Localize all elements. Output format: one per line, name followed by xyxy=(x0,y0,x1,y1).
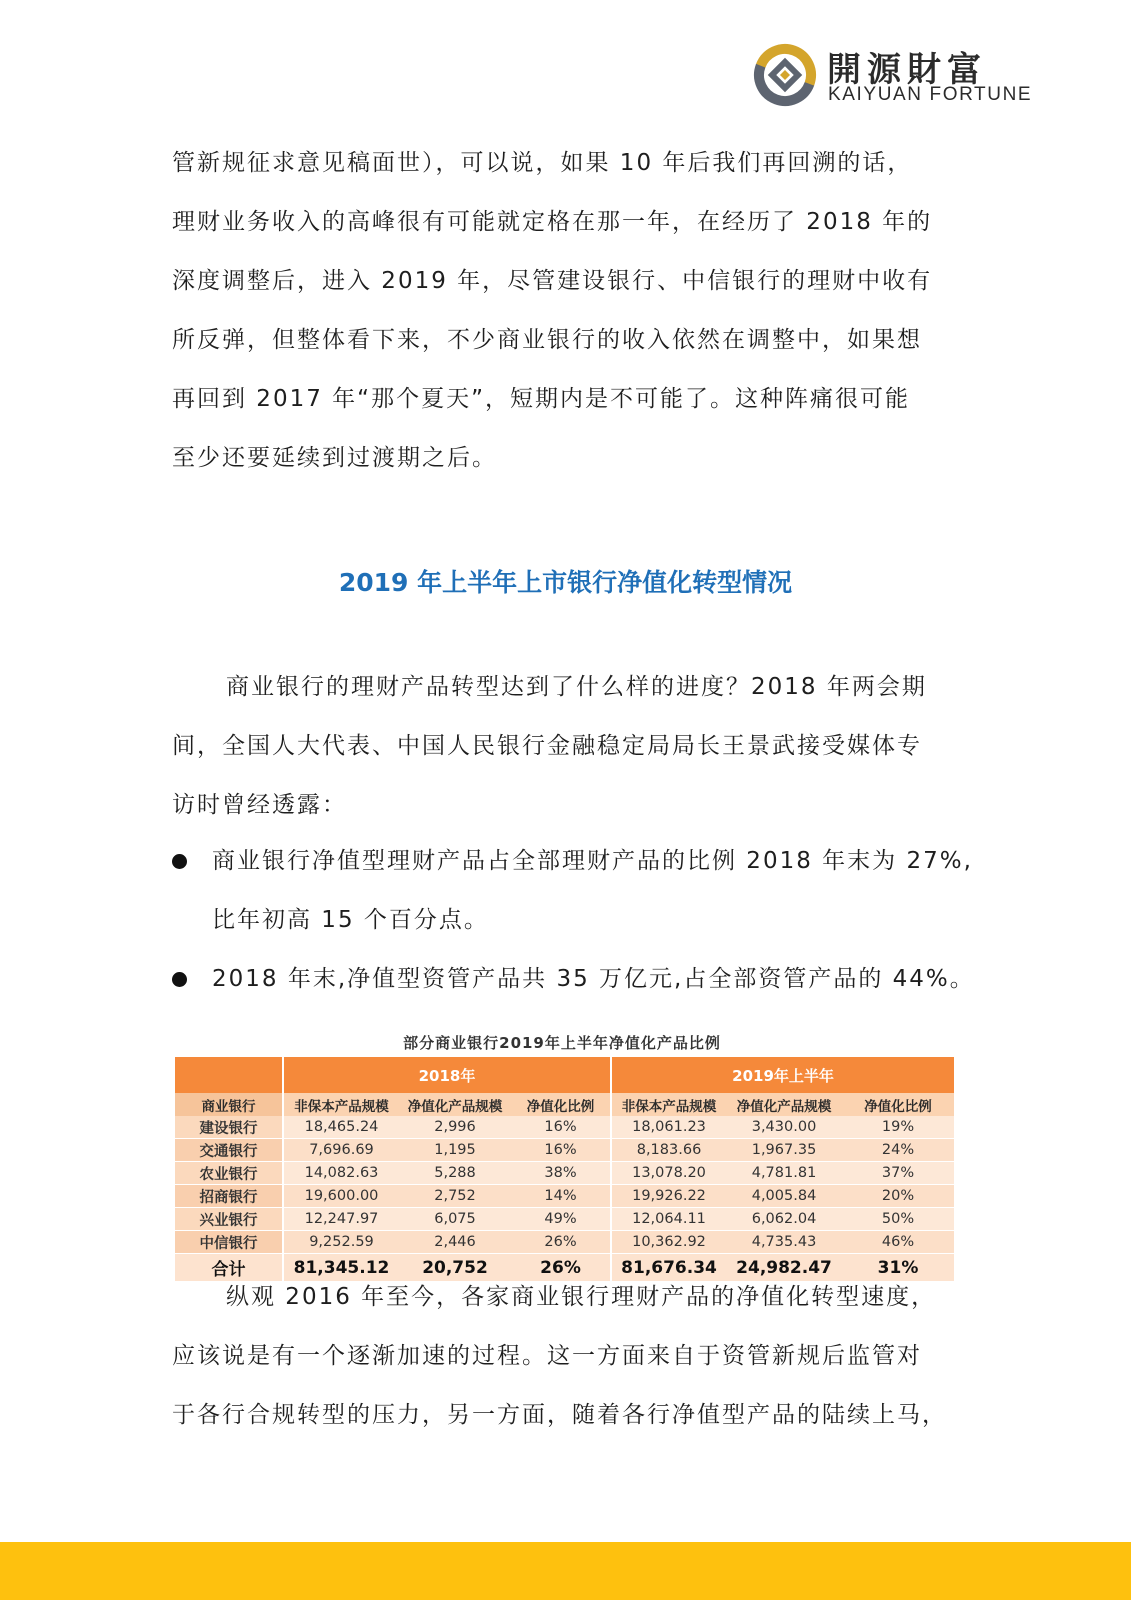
table-cell: 6,075 xyxy=(399,1208,511,1231)
table-cell: 18,465.24 xyxy=(283,1116,399,1139)
paragraph-3 xyxy=(172,1268,972,1445)
bank-name-cell: 中信银行 xyxy=(175,1231,283,1254)
table-cell: 49% xyxy=(511,1208,611,1231)
total-cell: 24,982.47 xyxy=(726,1254,842,1282)
table-cell: 14% xyxy=(511,1185,611,1208)
table-row xyxy=(175,1162,954,1185)
paragraph-line: 应该说是有一个逐渐加速的过程。这一方面来自于资管新规后监管对 xyxy=(172,1343,922,1369)
total-label-cell: 合计 xyxy=(175,1254,283,1282)
total-cell: 31% xyxy=(842,1254,954,1282)
bullet-text: 比年初高 15 个百分点。 xyxy=(212,907,489,933)
table-row xyxy=(175,1208,954,1231)
table-cell: 9,252.59 xyxy=(283,1231,399,1254)
bank-name-cell: 招商银行 xyxy=(175,1185,283,1208)
paragraph-line: 至少还要延续到过渡期之后。 xyxy=(172,445,497,471)
table-cell: 38% xyxy=(511,1162,611,1185)
paragraph-line: 所反弹，但整体看下来，不少商业银行的收入依然在调整中，如果想 xyxy=(172,327,922,353)
table-cell: 19,600.00 xyxy=(283,1185,399,1208)
table-cell: 5,288 xyxy=(399,1162,511,1185)
logo-english-name: KAIYUAN FORTUNE xyxy=(828,84,1033,105)
paragraph-line: 再回到 2017 年“那个夏天”，短期内是不可能了。这种阵痛很可能 xyxy=(172,386,910,412)
paragraph-line: 理财业务收入的高峰很有可能就定格在那一年，在经历了 2018 年的 xyxy=(172,209,933,235)
table-cell: 24% xyxy=(842,1139,954,1162)
bank-name-cell: 交通银行 xyxy=(175,1139,283,1162)
paragraph-line: 商业银行的理财产品转型达到了什么样的进度？2018 年两会期 xyxy=(226,674,927,700)
table-row xyxy=(175,1116,954,1139)
bank-name-cell: 兴业银行 xyxy=(175,1208,283,1231)
bank-name-cell: 农业银行 xyxy=(175,1162,283,1185)
table-cell: 20% xyxy=(842,1185,954,1208)
table-cell: 12,247.97 xyxy=(283,1208,399,1231)
table-cell: 19,926.22 xyxy=(611,1185,726,1208)
table-cell: 2,446 xyxy=(399,1231,511,1254)
company-logo xyxy=(752,42,1052,112)
column-header: 净值化产品规模 xyxy=(399,1093,511,1116)
paragraph-1 xyxy=(172,134,972,488)
table-cell: 14,082.63 xyxy=(283,1162,399,1185)
table-row xyxy=(175,1139,954,1162)
table-cell: 50% xyxy=(842,1208,954,1231)
table-corner-cell xyxy=(175,1057,283,1093)
column-header: 非保本产品规模 xyxy=(283,1093,399,1116)
group-header-2019h1: 2019年上半年 xyxy=(611,1057,954,1093)
column-header: 净值化产品规模 xyxy=(726,1093,842,1116)
bank-name-cell: 建设银行 xyxy=(175,1116,283,1139)
paragraph-line: 于各行合规转型的压力，另一方面，随着各行净值型产品的陆续上马， xyxy=(172,1402,947,1428)
table-cell: 19% xyxy=(842,1116,954,1139)
table-row xyxy=(175,1185,954,1208)
table-cell: 1,195 xyxy=(399,1139,511,1162)
table-cell: 1,967.35 xyxy=(726,1139,842,1162)
paragraph-line: 管新规征求意见稿面世），可以说，如果 10 年后我们再回溯的话， xyxy=(172,150,913,176)
table-cell: 26% xyxy=(511,1231,611,1254)
table-cell: 6,062.04 xyxy=(726,1208,842,1231)
column-header: 商业银行 xyxy=(175,1093,283,1116)
column-header: 净值化比例 xyxy=(511,1093,611,1116)
group-header-2018: 2018年 xyxy=(283,1057,611,1093)
paragraph-2 xyxy=(172,658,972,835)
bullet-dot-icon xyxy=(172,854,187,869)
table-cell: 37% xyxy=(842,1162,954,1185)
total-cell: 20,752 xyxy=(399,1254,511,1282)
table-cell: 2,752 xyxy=(399,1185,511,1208)
table-cell: 7,696.69 xyxy=(283,1139,399,1162)
paragraph-line: 访时曾经透露： xyxy=(172,792,347,818)
section-title: 2019 年上半年上市银行净值化转型情况 xyxy=(338,568,793,597)
table-cell: 2,996 xyxy=(399,1116,511,1139)
table-cell: 12,064.11 xyxy=(611,1208,726,1231)
table-cell: 46% xyxy=(842,1231,954,1254)
table-title: 部分商业银行2019年上半年净值化产品比例 xyxy=(403,1034,721,1052)
table-cell: 13,078.20 xyxy=(611,1162,726,1185)
total-cell: 26% xyxy=(511,1254,611,1282)
total-cell: 81,676.34 xyxy=(611,1254,726,1282)
table-cell: 18,061.23 xyxy=(611,1116,726,1139)
kaiyuan-logo-icon xyxy=(752,42,818,108)
bullet-text: 2018 年末,净值型资管产品共 35 万亿元,占全部资管产品的 44%。 xyxy=(212,966,975,992)
table-cell: 8,183.66 xyxy=(611,1139,726,1162)
bullet-text: 商业银行净值型理财产品占全部理财产品的比例 2018 年末为 27%, xyxy=(212,848,973,874)
column-header: 非保本产品规模 xyxy=(611,1093,726,1116)
net-value-ratio-table xyxy=(175,1057,954,1282)
table-row xyxy=(175,1231,954,1254)
paragraph-line: 纵观 2016 年至今，各家商业银行理财产品的净值化转型速度， xyxy=(226,1284,937,1310)
bullet-dot-icon xyxy=(172,972,187,987)
logo-chinese-name: 開源財富 xyxy=(827,50,987,90)
table-cell: 4,735.43 xyxy=(726,1231,842,1254)
total-cell: 81,345.12 xyxy=(283,1254,399,1282)
table-cell: 16% xyxy=(511,1139,611,1162)
paragraph-line: 深度调整后，进入 2019 年，尽管建设银行、中信银行的理财中收有 xyxy=(172,268,933,294)
column-header: 净值化比例 xyxy=(842,1093,954,1116)
table-cell: 16% xyxy=(511,1116,611,1139)
table-cell: 10,362.92 xyxy=(611,1231,726,1254)
table-cell: 4,005.84 xyxy=(726,1185,842,1208)
table-cell: 3,430.00 xyxy=(726,1116,842,1139)
table-cell: 4,781.81 xyxy=(726,1162,842,1185)
paragraph-line: 间，全国人大代表、中国人民银行金融稳定局局长王景武接受媒体专 xyxy=(172,733,922,759)
footer-bar xyxy=(0,1542,1131,1600)
